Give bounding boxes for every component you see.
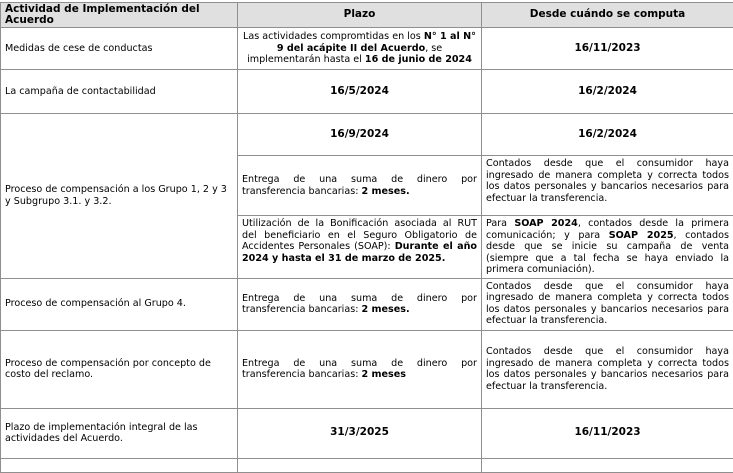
table-row: [1, 70, 733, 114]
table-row: [1, 408, 733, 458]
desde-cell: 16/2/2024: [482, 114, 733, 156]
plazo-cell: 16/5/2024: [238, 70, 482, 114]
plazo-text: Entrega de una suma de dinero por transferencia bancarias:: [242, 174, 477, 197]
plazo-cell: 16/9/2024: [238, 114, 482, 156]
desde-text: , contados desde la primera comunicación; y para: [486, 218, 729, 241]
table-row: [1, 330, 733, 408]
plazo-text: Utilización de la Bonificación asociada al RUT del beneficiario en el Seguro Obligatorio de Accidentes Personales (SOAP):: [242, 218, 477, 252]
empty-cell: [482, 458, 733, 472]
plazo-bold-text: 2 meses.: [362, 186, 410, 197]
desde-cell: 16/11/2023: [482, 408, 733, 458]
desde-cell: 16/11/2023: [482, 28, 733, 70]
plazo-text: Entrega de una suma de dinero por transferencia bancarias:: [242, 358, 477, 381]
desde-cell: Contados desde que el consumidor haya ingresado de manera completa y correcta todos los datos personales y bancarios necesarios para efectuar la transferencia.: [482, 156, 733, 216]
plazo-cell: [238, 28, 482, 70]
plazo-cell: [238, 156, 482, 216]
table-row: [1, 458, 733, 472]
plazo-bold-text: N° 1 al N° 9 del acápite II del Acuerdo: [277, 31, 476, 54]
plazo-bold-text: 16 de junio de 2024: [365, 54, 472, 65]
desde-cell: Contados desde que el consumidor haya ingresado de manera completa y correcta todos los datos personales y bancarios necesarios para efectuar la transferencia.: [482, 330, 733, 408]
desde-bold-text: SOAP 2025: [609, 230, 674, 241]
actividad-cell: Proceso de compensación a los Grupo 1, 2 y 3 y Subgrupo 3.1. y 3.2.: [1, 114, 238, 279]
plazo-bold-text: Durante el año 2024 y hasta el 31 de marzo de 2025.: [242, 241, 477, 264]
plazo-text: Las actividades compromtidas en los: [243, 31, 424, 42]
header-actividad: Actividad de Implementación del Acuerdo: [1, 3, 238, 28]
actividad-cell: Proceso de compensación por concepto de costo del reclamo.: [1, 330, 238, 408]
desde-text: , contados desde que se inicie su campaña de venta (siempre que a tal fecha se haya enviado la primera comuniación).: [486, 230, 729, 276]
plazo-text: , se implementarán hasta el: [247, 43, 442, 66]
plazo-text: Entrega de una suma de dinero por transferencia bancarias:: [242, 293, 477, 316]
plazo-cell: [238, 278, 482, 330]
desde-bold-text: SOAP 2024: [514, 218, 578, 229]
desde-text: Para: [486, 218, 514, 229]
actividad-cell: Plazo de implementación integral de las actividades del Acuerdo.: [1, 408, 238, 458]
desde-cell: Contados desde que el consumidor haya ingresado de manera completa y correcta todos los datos personales y bancarios necesarios para efectuar la transferencia.: [482, 278, 733, 330]
desde-cell: 16/2/2024: [482, 70, 733, 114]
implementation-table: [0, 2, 733, 473]
desde-cell: [482, 216, 733, 279]
plazo-bold-text: 2 meses.: [362, 304, 410, 315]
plazo-cell: [238, 330, 482, 408]
plazo-cell: [238, 216, 482, 279]
table-row: [1, 278, 733, 330]
header-row: [1, 3, 733, 28]
header-desde: Desde cuándo se computa: [482, 3, 733, 28]
empty-cell: [238, 458, 482, 472]
actividad-cell: Proceso de compensación al Grupo 4.: [1, 278, 238, 330]
table-row: [1, 28, 733, 70]
empty-cell: [1, 458, 238, 472]
header-plazo: Plazo: [238, 3, 482, 28]
actividad-cell: La campaña de contactabilidad: [1, 70, 238, 114]
table-row: [1, 114, 733, 156]
actividad-cell: Medidas de cese de conductas: [1, 28, 238, 70]
plazo-bold-text: 2 meses: [362, 369, 406, 380]
plazo-cell: 31/3/2025: [238, 408, 482, 458]
